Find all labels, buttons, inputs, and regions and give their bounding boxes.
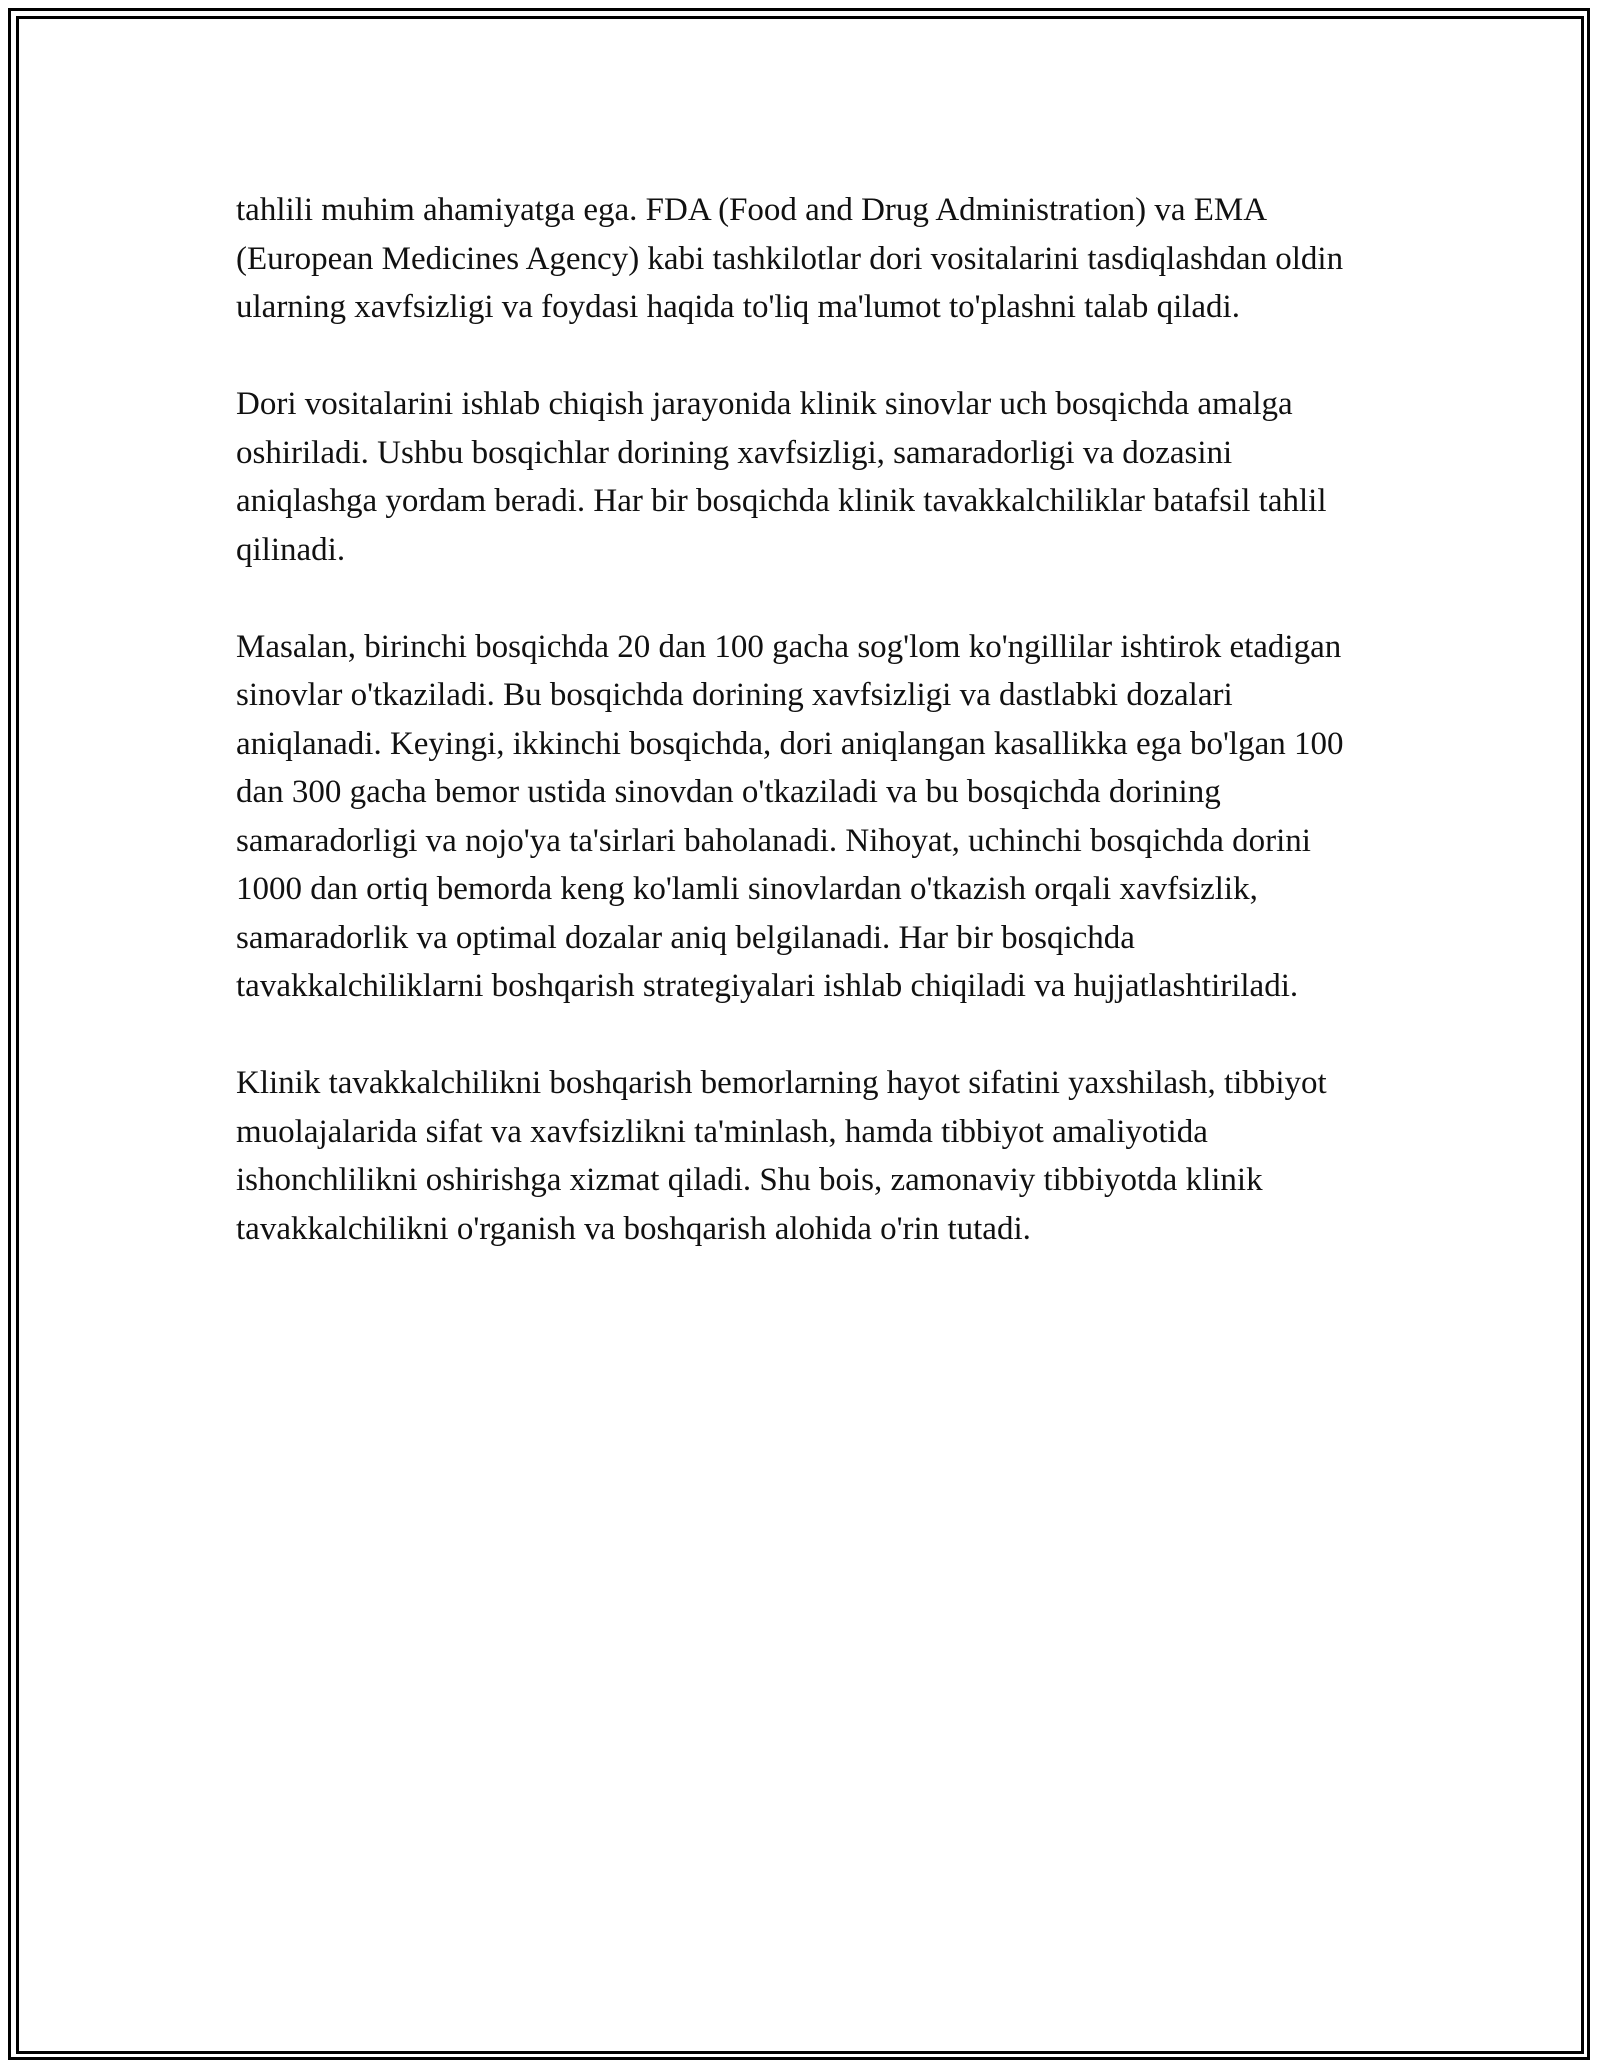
paragraph-regulatory: tahlili muhim ahamiyatga ega. FDA (Food and Drug Administration) va EMA (European Medicines Agency) kabi tashkilotlar dori vositalarini tasdiqlashdan oldin ularning xavfsizligi va foydasi haqida to'liq ma'lumot to'plashni talab qiladi. [236, 192, 1344, 325]
paragraph-phase-details: Masalan, birinchi bosqichda 20 dan 100 gacha sog'lom ko'ngillilar ishtirok etadigan sinovlar o'tkaziladi. Bu bosqichda dorining xavfsizligi va dastlabki dozalari aniqlanadi. Keyingi, ikkinchi bosqichda, dori aniqlangan kasallikka ega bo'lgan 100 dan 300 gacha bemor ustida sinovdan o'tkaziladi va bu bosqichda dorining samaradorligi va nojo'ya ta'sirlari baholanadi. Nihoyat, uchinchi bosqichda dorini 1000 dan ortiq bemorda keng ko'lamli sinovlardan o'tkazish orqali xavfsizlik, samaradorlik va optimal dozalar aniq belgilanadi. Har bir bosqichda tavakkalchiliklarni boshqarish strategiyalari ishlab chiqiladi va hujjatlashtiriladi. [236, 628, 1344, 1004]
paragraph-conclusion: Klinik tavakkalchilikni boshqarish bemorlarning hayot sifatini yaxshilash, tibbiyot muolajalarida sifat va xavfsizlikni ta'minlash, hamda tibbiyot amaliyotida ishonchlilikni oshirishga xizmat qiladi. Shu bois, zamonaviy tibbiyotda klinik tavakkalchilikni o'rganish va boshqarish alohida o'rin tutadi. [236, 1065, 1327, 1247]
paragraph-clinical-trial-phases: Dori vositalarini ishlab chiqish jarayonida klinik sinovlar uch bosqichda amalga oshiriladi. Ushbu bosqichlar dorining xavfsizligi, samaradorligi va dozasini aniqlashga yordam beradi. Har bir bosqichda klinik tavakkalchiliklar batafsil tahlil qilinadi. [236, 386, 1327, 568]
document-body [236, 186, 1376, 1302]
